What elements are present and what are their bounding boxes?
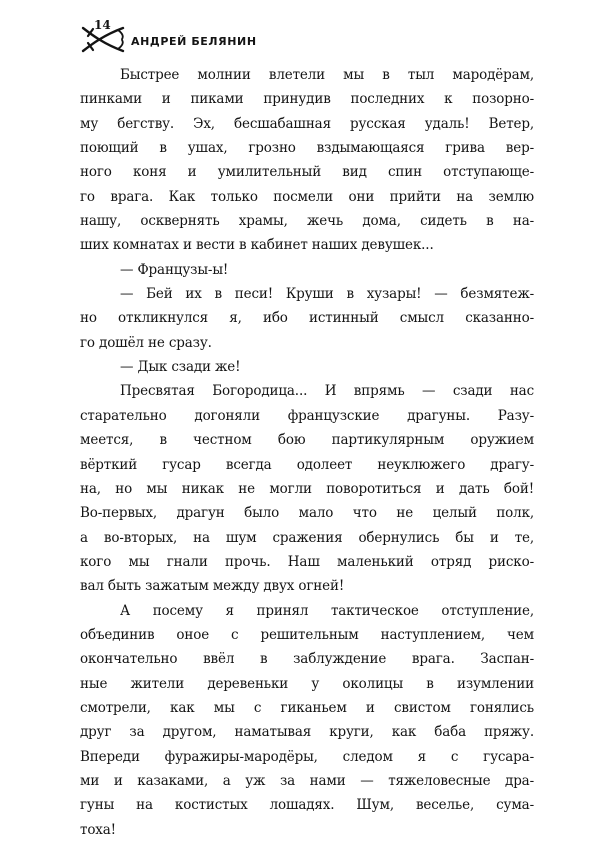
text-line: вёрткий гусар всегда одолеет неуклюжего драгу- <box>80 456 534 473</box>
text-line: Пресвятая Богородица... И впрямь — сзади нас <box>120 383 534 400</box>
text-line: кого мы гнали прочь. Наш маленький отряд риско- <box>80 553 534 570</box>
text-line: вал быть зажатым между двух огней! <box>80 578 345 595</box>
text-line: ные жители деревеньки у околицы в изумлении <box>80 675 534 692</box>
text-line: ших комнатах и вести в кабинет наших девушек... <box>80 237 434 254</box>
text-line: а во-вторых, на шум сражения обернулись бы и те, <box>80 529 534 546</box>
text-line: — Дык сзади же! <box>120 359 241 376</box>
text-line: ного коня и умилительный вид спин отступающе- <box>80 164 534 181</box>
author-name: АНДРЕЙ БЕЛЯНИН <box>131 35 257 48</box>
body-text <box>80 63 534 842</box>
text-line: Впереди фуражиры-мародёры, следом я с гусара- <box>80 748 534 765</box>
text-line: смотрели, как мы с гиканьем и свистом гонялись <box>80 699 534 716</box>
text-line: на, но мы никак не могли поворотиться и дать бой! <box>80 480 534 497</box>
paragraph <box>80 63 534 258</box>
text-line: А посему я принял тактическое отступление, <box>120 602 534 619</box>
text-line: поющий в ушах, грозно вздымающаяся грива вер- <box>80 140 534 157</box>
text-line: го врага. Как только посмели они прийти на землю <box>80 188 534 205</box>
paragraph <box>80 355 534 379</box>
text-line: тоха! <box>80 821 116 838</box>
text-line: нашу, осквернять храмы, жечь дома, сидеть в на- <box>80 213 534 230</box>
paragraph <box>80 282 534 355</box>
text-line: друг за другом, наматывая круги, как баба пряжу. <box>80 724 534 741</box>
paragraph <box>80 258 534 282</box>
text-line: Во-первых, драгун было мало что не целый полк, <box>80 505 534 522</box>
text-line: но откликнулся я, ибо истинный смысл сказанно- <box>80 310 534 327</box>
text-line: — Французы-ы! <box>120 261 229 278</box>
text-line: ми и казаками, а уж за нами — тяжеловесные дра- <box>80 772 534 789</box>
page-number: 14 <box>94 18 111 32</box>
text-line: го дошёл не сразу. <box>80 334 212 351</box>
text-line: Быстрее молнии влетели мы в тыл мародёрам, <box>120 67 534 83</box>
text-line: меется, в честном бою партикулярным оружием <box>80 432 534 449</box>
text-line: пинками и пиками принудив последних к позорно- <box>80 91 534 108</box>
paragraph <box>80 379 534 598</box>
text-line: объединив оное с решительным наступлением, чем <box>80 626 534 643</box>
crossed-sabers-icon <box>80 24 126 54</box>
text-line: му бегству. Эх, бесшабашная русская удаль! Ветер, <box>80 115 534 132</box>
paragraph <box>80 599 534 842</box>
text-line: — Бей их в песи! Круши в хузары! — безмятеж- <box>120 286 534 303</box>
text-line: гуны на костистых лошадях. Шум, веселье, сума- <box>80 797 534 814</box>
text-line: старательно догоняли французские драгуны. Разу- <box>80 407 534 424</box>
text-line: окончательно ввёл в заблуждение врага. Заспан- <box>80 651 534 668</box>
